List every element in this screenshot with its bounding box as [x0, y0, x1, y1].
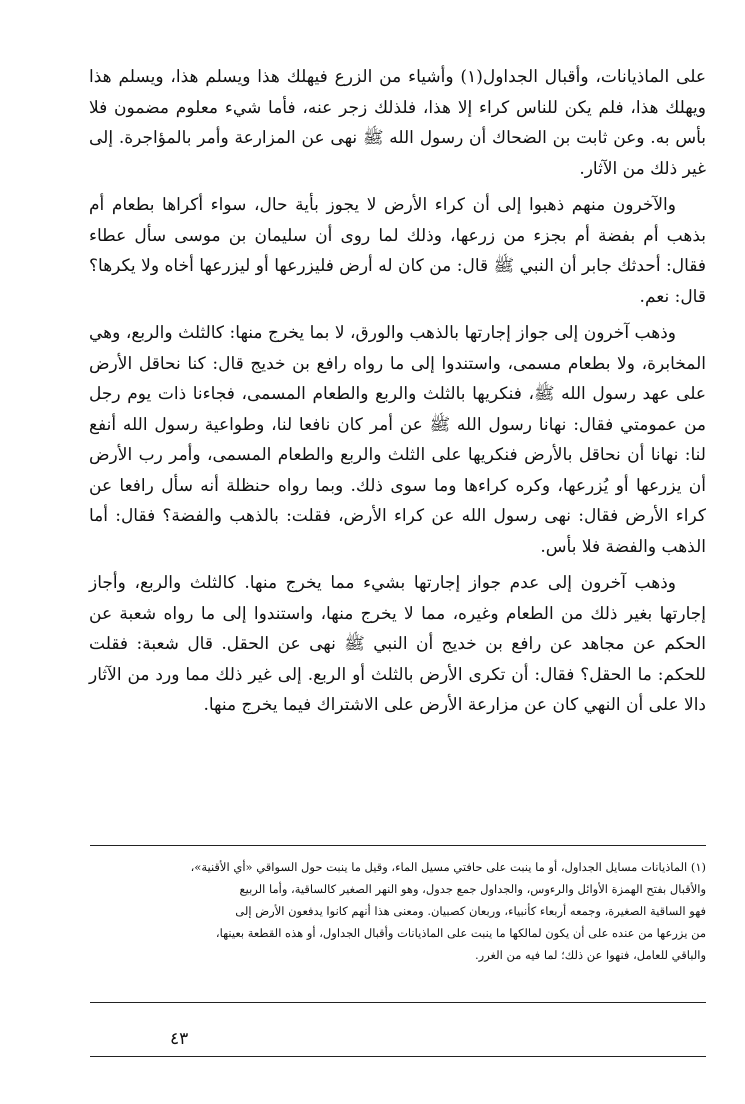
footnote-separator [90, 845, 706, 846]
footer-rule-bottom [90, 1056, 706, 1057]
footnote-line: (١) الماذيانات مسايل الجداول، أو ما ينبت على حافتي مسيل الماء، وقيل ما ينبت حول السواقي «أي الأقنية»، [190, 860, 706, 874]
footnote-line: من يزرعها من عنده على أن يكون لمالكها ما ينبت على الماذيانات وأقبال الجداول، أو هذه القطعة بعينها، [215, 926, 706, 940]
footnote-line: والأقبال بفتح الهمزة الأوائل والرءوس، والجداول جمع جدول، وهو النهر الصغير كالساقية، وأما الربيع [239, 882, 706, 896]
main-text [89, 62, 706, 721]
paragraph-2: والآخرون منهم ذهبوا إلى أن كراء الأرض لا يجوز بأية حال، سواء أكراها بطعام أم بذهب أم بفضة أم بجزء من زرعها، وذلك لما روى أن سليمان بن موسى سأل عطاء فقال: أحدثك جابر أن النبي ﷺ قال: من كان له أرض فليزرعها أو ليزرعها أخاه ولا يكرها؟ قال: نعم. [89, 195, 706, 307]
paragraph-1: على الماذيانات، وأقبال الجداول(١) وأشياء من الزرع فيهلك هذا ويسلم هذا، ويسلم هذا ويهلك هذا، فلم يكن للناس كراء إلا هذا، فلذلك زجر عنه، فأما شيء معلوم مضمون فلا بأس به. وعن ثابت بن الضحاك أن رسول الله ﷺ نهى عن المزارعة وأمر بالمؤاجرة. إلى غير ذلك من الآثار. [89, 67, 706, 179]
footnote-line: فهو الساقية الصغيرة، وجمعه أربعاء كأنبياء، وربعان كصبيان. ومعنى هذا أنهم كانوا يدفعون الأرض إلى [235, 904, 706, 918]
paragraph-3: وذهب آخرون إلى جواز إجارتها بالذهب والورق، لا بما يخرج منها: كالثلث والربع، وهي المخابرة، ولا بطعام مسمى، واستندوا إلى ما رواه رافع بن خديج قال: كنا نحاقل الأرض على عهد رسول الله ﷺ، فنكريها بالثلث والربع والطعام المسمى، فجاءنا ذات يوم رجل من عمومتي فقال: نهانا رسول الله ﷺ عن أمر كان نافعا لنا، وطواعية رسول الله أنفع لنا: نهانا أن نحاقل بالأرض فنكريها على الثلث والربع والطعام المسمى، وأمر رب الأرض أن يزرعها أو يُزرعها، وكره كراءها وما سوى ذلك. وبما رواه حنظلة أنه سأل رافعا عن كراء الأرض فقال: نهى رسول الله عن كراء الأرض، فقلت: بالذهب والفضة؟ فقال: أما الذهب والفضة فلا بأس. [89, 323, 706, 557]
footer-rule-top [90, 1002, 706, 1003]
paragraph-4: وذهب آخرون إلى عدم جواز إجارتها بشيء مما يخرج منها. كالثلث والربع، وأجاز إجارتها بغير ذلك من الطعام وغيره، مما لا يخرج منها، واستندوا إلى ما رواه شعبة عن الحكم عن مجاهد عن رافع بن خديج أن النبي ﷺ نهى عن الحقل. قال شعبة: فقلت للحكم: ما الحقل؟ فقال: أن تكرى الأرض بالثلث أو الربع. إلى غير ذلك مما ورد من الآثار دالا على أن النهي كان عن مزارعة الأرض على الاشتراك فيما يخرج منها. [89, 573, 706, 715]
footnote [90, 856, 706, 966]
footnote-line: والباقي للعامل، فنهوا عن ذلك؛ لما فيه من الغرر. [475, 948, 706, 962]
page-number: ٤٣ [170, 1029, 189, 1049]
